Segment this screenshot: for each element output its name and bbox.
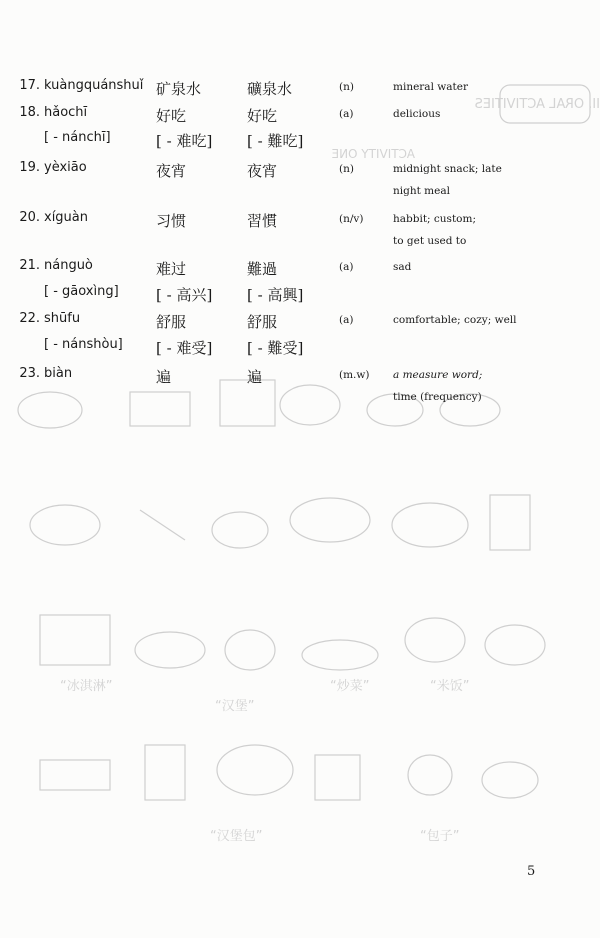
entry-part-of-speech: (a) [339,314,354,326]
entry-simplified: 难过 [156,260,187,278]
entry-number: 23. [19,366,40,381]
entry-definition: sad [393,261,412,273]
entry-definition: delicious [393,108,441,120]
entry-pinyin: xíguàn [44,210,89,225]
entry-number: 22. [19,311,40,326]
entry-number: 18. [19,105,40,120]
entry-definition-cont: to get used to [393,235,467,247]
entry-part-of-speech: (n) [339,163,354,175]
svg-text:“包子”: “包子” [420,829,460,844]
entry-pinyin: hǎochī [44,105,88,120]
antonym-simplified: [ - 难受] [156,339,213,357]
entry-part-of-speech: (a) [339,261,354,273]
entry-simplified: 夜宵 [156,162,187,180]
antonym-traditional: [ - 難受] [247,339,304,357]
page-number: 5 [527,864,536,879]
antonym-pinyin: [ - nánshòu] [44,337,123,352]
entry-part-of-speech: (n) [339,81,354,93]
entry-definition: a measure word; [393,369,483,381]
svg-text:II. ORAL ACTIVITIES: II. ORAL ACTIVITIES [474,97,600,112]
entry-traditional: 習慣 [247,212,278,230]
entry-definition: comfortable; cozy; well [393,314,517,326]
entry-definition: midnight snack; late [393,163,502,175]
entry-traditional: 礦泉水 [247,80,293,98]
entry-definition: habbit; custom; [393,213,476,225]
entry-pinyin: yèxiāo [44,160,87,175]
entry-traditional: 舒服 [247,313,278,331]
antonym-pinyin: [ - nánchī] [44,130,111,145]
entry-definition-cont: night meal [393,185,450,197]
antonym-traditional: [ - 高興] [247,286,304,304]
entry-traditional: 遍 [247,368,263,386]
entry-simplified: 习惯 [156,212,187,230]
entry-pinyin: nánguò [44,258,93,273]
entry-definition-cont: time (frequency) [393,391,482,403]
entry-simplified: 好吃 [156,107,187,125]
entry-traditional: 好吃 [247,107,278,125]
entry-definition: mineral water [393,81,468,93]
svg-text:“汉堡”: “汉堡” [215,699,255,714]
svg-text:“炒菜”: “炒菜” [330,679,370,694]
entry-number: 20. [19,210,40,225]
entry-simplified: 矿泉水 [156,80,202,98]
antonym-simplified: [ - 高兴] [156,286,213,304]
antonym-simplified: [ - 难吃] [156,132,213,150]
svg-text:“米饭”: “米饭” [430,679,470,694]
svg-text:ACTIVITY ONE: ACTIVITY ONE [331,147,415,161]
entry-number: 21. [19,258,40,273]
svg-text:“汉堡包”: “汉堡包” [210,829,263,844]
entry-simplified: 舒服 [156,313,187,331]
entry-number: 19. [19,160,40,175]
entry-traditional: 難過 [247,260,278,278]
entry-number: 17. [19,78,40,93]
entry-pinyin: shūfu [44,311,81,326]
entry-traditional: 夜宵 [247,162,278,180]
entry-part-of-speech: (a) [339,108,354,120]
entry-part-of-speech: (m.w) [339,369,370,381]
entry-simplified: 遍 [156,368,172,386]
antonym-pinyin: [ - gāoxìng] [44,284,119,299]
entry-part-of-speech: (n/v) [339,213,364,225]
svg-text:“冰淇淋”: “冰淇淋” [60,679,113,694]
entry-pinyin: kuàngquánshuǐ [44,78,144,93]
antonym-traditional: [ - 難吃] [247,132,304,150]
entry-pinyin: biàn [44,366,73,381]
